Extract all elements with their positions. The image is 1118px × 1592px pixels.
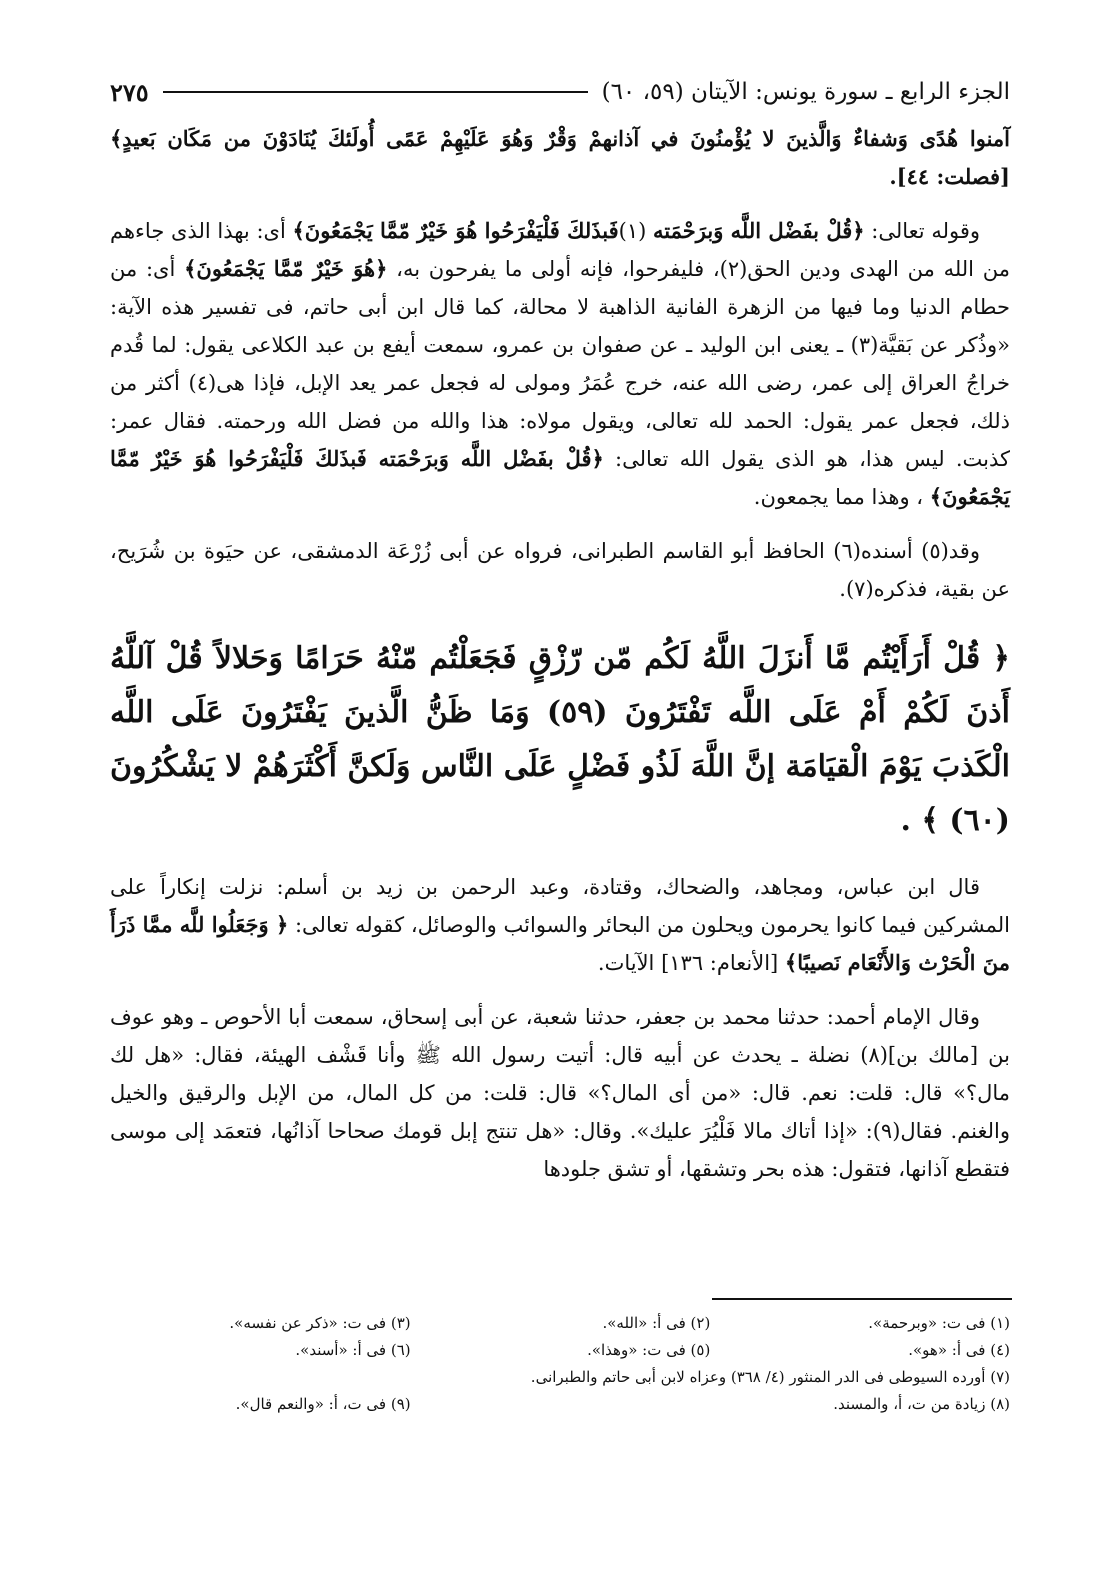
footnote-8: (٨) زيادة من ت، أ، والمسند. (833, 1395, 1010, 1413)
footnote-3: (٣) فى ت: «ذكر عن نفسه». (229, 1314, 411, 1332)
footnote-rule (712, 1298, 1012, 1300)
running-title: الجزء الرابع ـ سورة يونس: الآيتان (٥٩، ٦٠) (601, 79, 1010, 105)
text-run: ، وهذا مما يجمعون. (753, 485, 930, 509)
quran-quote: ﴿قُلْ بفَضْل اللَّه وَبرَحْمَته (653, 218, 865, 243)
paragraph-4 (110, 868, 1010, 982)
paragraph-1 (110, 120, 1010, 196)
footnotes (110, 1310, 1010, 1418)
page-header (110, 70, 1010, 114)
page-number: ٢٧٥ (110, 77, 149, 107)
quran-quote: آمنوا هُدًى وَشفاءٌ وَالَّذينَ لا يُؤْمنُونَ في آذانهمْ وَقْرٌ وَهُوَ عَلَيْهِمْ عَمًى أُولَئكَ يُنَادَوْنَ من مَكَان بَعيدٍ﴾ [فصلت: ٤٤]. (110, 126, 1010, 189)
text-run: وقوله تعالى: (864, 219, 981, 243)
footnote-2: (٢) فى أ: «الله». (602, 1314, 711, 1332)
text-run: قال ابن عباس، ومجاهد، والضحاك، وقتادة، وعبد الرحمن بن زيد بن أسلم: نزلت إنكاراً على المشركين فيما كانوا يحرمون ويحلون من البحائر والسوائب والوصائل، كقوله تعالى: (110, 875, 1010, 937)
paragraph-5: وقال الإمام أحمد: حدثنا محمد بن جعفر، حدثنا شعبة، عن أبى إسحاق، سمعت أبا الأحوص ـ وهو عوف بن [مالك بن](٨) نضلة ـ يحدث عن أبيه قال: أتيت رسول الله ﷺ وأنا قَشْف الهيئة، فقال: «هل لك مال؟» قال: قلت: نعم. قال: «من أى المال؟» قال: قلت: من كل المال، من الإبل والرقيق والخيل والغنم. فقال(٩): «إذا أتاك مالا فَلْيُرَ عليك». وقال: «هل تنتج إبل قومك صحاحا آذانُها، فتعمَد إلى موسى فتقطع آذانها، فتقول: هذه بحر وتشقها، أو تشق جلودها (110, 1005, 1010, 1181)
quran-quote: فَبذَلكَ فَلْيَفْرَحُوا هُوَ خَيْرٌ مّمَّا يَجْمَعُونَ﴾ (292, 218, 619, 243)
text-run: أى: من حطام الدنيا وما فيها من الزهرة الفانية الذاهبة لا محالة، كما قال ابن أبى حاتم، فى تفسير هذه الآية: «وذُكر عن بَقيَّة(٣) ـ يعنى ابن الوليد ـ عن صفوان بن عمرو، سمعت أيفع بن عبد الكلاعى يقول: لما قُدم خراجُ العراق إلى عمر، رضى الله عنه، خرج عُمَرُ ومولى له فجعل عمر يعد الإبل، فإذا هى(٤) أكثر من ذلك، فجعل عمر يقول: الحمد لله تعالى، ويقول مولاه: هذا والله من فضل الله ورحمته. فقال عمر: كذبت. ليس هذا، هو الذى يقول الله تعالى: (110, 257, 1010, 471)
header-rule (163, 91, 588, 93)
paragraph-3: وقد(٥) أسنده(٦) الحافظ أبو القاسم الطبرانى، فرواه عن أبى زُرْعَة الدمشقى، عن حيَوة بن شُرَيح، عن بقية، فذكره(٧). (110, 539, 1010, 601)
paragraph-2 (110, 212, 1010, 516)
quran-verse: ﴿ قُلْ أَرَأَيْتُم مَّا أَنزَلَ اللَّهُ لَكُم مّن رّزْقٍ فَجَعَلْتُم مّنْهُ حَرَامًا وَحَلالاً قُلْ آللَّهُ أَذنَ لَكُمْ أَمْ عَلَى اللَّه تَفْتَرُونَ (٥٩) وَمَا ظَنُّ الَّذينَ يَفْتَرُونَ عَلَى اللَّه الْكَذبَ يَوْمَ الْقيَامَة إنَّ اللَّهَ لَذُو فَضْلٍ عَلَى النَّاس وَلَكنَّ أَكْثَرَهُمْ لا يَشْكُرُونَ (٦٠) ﴾ . (110, 641, 1010, 838)
footnote-1: (١) فى ت: «وبرحمة». (868, 1314, 1010, 1332)
footnote-9: (٩) فى ت، أ: «والنعم قال». (235, 1395, 411, 1413)
text-run: [الأنعام: ١٣٦] الآيات. (597, 951, 785, 975)
quran-quote: ﴿هُوَ خَيْرٌ مّمَّا يَجْمَعُونَ﴾ (184, 256, 388, 281)
quran-quote: ﴿ وَجَعَلُوا للَّه ممَّا ذَرَأَ منَ الْحَرْث وَالأَنْعَام نَصيبًا﴾ (110, 912, 1010, 975)
footnote-row (110, 1391, 1010, 1418)
footnote-7: (٧) أورده السيوطى فى الدر المنثور (٤/ ٣٦٨) وعزاه لابن أبى حاتم والطبرانى. (530, 1368, 1010, 1386)
main-text (110, 120, 1010, 1204)
text-run: أى: بهذا الذى جاءهم من الله من الهدى ودين الحق(٢)، فليفرحوا، فإنه أولى ما يفرحون به، (110, 219, 1011, 281)
quran-quote: ﴿قُلْ بفَضْل اللَّه وَبرَحْمَته فَبذَلكَ فَلْيَفْرَحُوا هُوَ خَيْرٌ مّمَّا يَجْمَعُونَ﴾ (110, 446, 1010, 509)
footnote-ref: (١) (618, 219, 654, 243)
footnote-4: (٤) فى أ: «هو». (908, 1341, 1010, 1359)
footnote-6: (٦) فى أ: «أسند». (295, 1341, 411, 1359)
footnote-row (110, 1337, 1010, 1364)
footnote-row (110, 1310, 1010, 1337)
footnote-5: (٥) فى ت: «وهذا». (587, 1341, 711, 1359)
